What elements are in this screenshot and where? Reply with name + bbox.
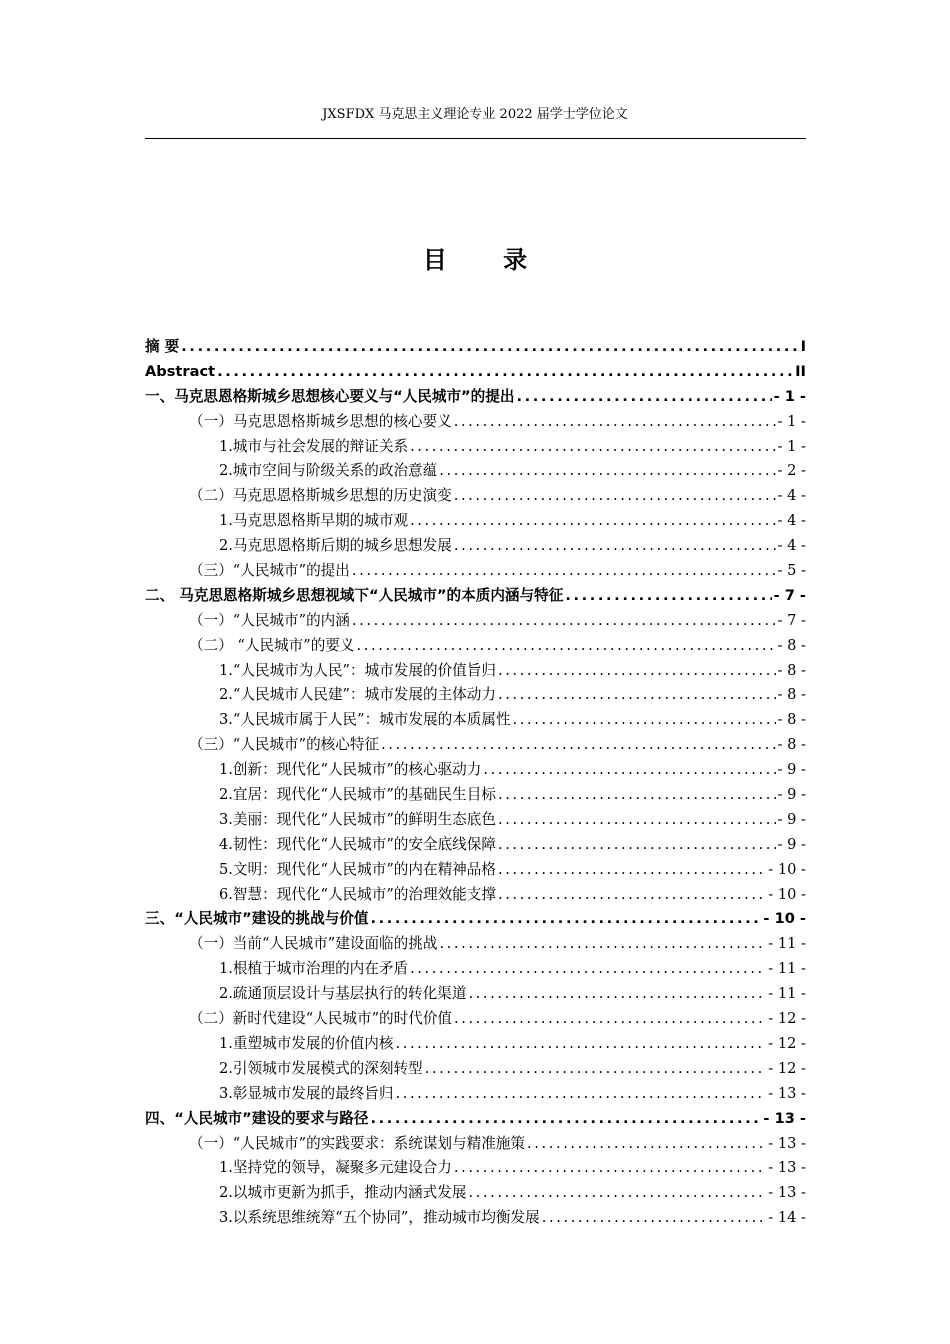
- toc-entry[interactable]: [145, 708, 806, 733]
- toc-entry[interactable]: [145, 932, 806, 957]
- toc-dot-leader: [498, 683, 776, 708]
- toc-entry[interactable]: [145, 957, 806, 982]
- table-of-contents: [145, 335, 806, 1231]
- toc-entry-title: 1.根植于城市治理的内在矛盾: [219, 960, 409, 978]
- toc-entry[interactable]: [145, 1107, 806, 1132]
- toc-entry-page: - 10 -: [768, 860, 806, 878]
- toc-entry-page: - 4 -: [777, 512, 806, 530]
- toc-entry-page: - 11 -: [768, 985, 806, 1003]
- toc-entry-title: 2.引领城市发展模式的深刻转型: [219, 1059, 423, 1077]
- toc-entry[interactable]: [145, 1156, 806, 1181]
- toc-entry[interactable]: [145, 1082, 806, 1107]
- toc-entry-title: 2.宜居：现代化“人民城市”的基础民生目标: [219, 786, 496, 804]
- toc-entry[interactable]: [145, 484, 806, 509]
- toc-entry-page: - 1 -: [773, 387, 806, 405]
- toc-entry-title: （一）当前“人民城市”建设面临的挑战: [189, 935, 438, 953]
- toc-entry-title: 2.以城市更新为抓手，推动内涵式发展: [219, 1184, 467, 1202]
- toc-entry-title: Abstract: [145, 362, 216, 380]
- toc-entry-page: - 9 -: [777, 835, 806, 853]
- toc-entry[interactable]: [145, 1206, 806, 1231]
- toc-entry-page: - 13 -: [768, 1084, 806, 1102]
- toc-dot-leader: [454, 534, 776, 559]
- toc-entry[interactable]: [145, 833, 806, 858]
- toc-entry[interactable]: [145, 459, 806, 484]
- toc-entry-page: - 9 -: [777, 786, 806, 804]
- page-title: 目 录: [422, 246, 552, 274]
- toc-entry[interactable]: [145, 1057, 806, 1082]
- toc-entry[interactable]: [145, 559, 806, 584]
- toc-entry-page: - 10 -: [763, 910, 806, 928]
- toc-entry-title: 1.“人民城市为人民”：城市发展的价值旨归: [219, 661, 496, 679]
- toc-entry-title: 1.马克思恩格斯早期的城市观: [219, 512, 409, 530]
- toc-entry[interactable]: [145, 335, 806, 360]
- toc-dot-leader: [498, 659, 776, 684]
- toc-entry-title: 三、“人民城市”建设的挑战与价值: [145, 910, 369, 928]
- toc-entry-title: （三）“人民城市”的提出: [189, 562, 350, 580]
- toc-dot-leader: [410, 509, 776, 534]
- toc-entry-title: 1.坚持党的领导，凝聚多元建设合力: [219, 1159, 452, 1177]
- toc-entry-title: 二、 马克思恩格斯城乡思想视域下“人民城市”的本质内涵与特征: [145, 586, 564, 604]
- toc-entry-page: - 5 -: [777, 562, 806, 580]
- toc-entry-title: 四、“人民城市”建设的要求与路径: [145, 1109, 369, 1127]
- toc-entry[interactable]: [145, 982, 806, 1007]
- toc-entry-title: 1.创新：现代化“人民城市”的核心驱动力: [219, 761, 482, 779]
- toc-entry-title: （一）马克思恩格斯城乡思想的核心要义: [189, 412, 452, 430]
- toc-dot-leader: [483, 758, 775, 783]
- toc-dot-leader: [439, 932, 766, 957]
- toc-entry[interactable]: [145, 634, 806, 659]
- toc-entry-page: - 2 -: [777, 462, 806, 480]
- toc-entry-page: - 8 -: [777, 686, 806, 704]
- toc-entry[interactable]: [145, 1181, 806, 1206]
- toc-dot-leader: [498, 858, 766, 883]
- toc-entry-title: 2.“人民城市人民建”：城市发展的主体动力: [219, 686, 496, 704]
- toc-entry-page: - 12 -: [768, 1059, 806, 1077]
- toc-entry-page: - 12 -: [768, 1034, 806, 1052]
- toc-entry-title: （二） “人民城市”的要义: [189, 636, 355, 654]
- toc-entry-title: 2.城市空间与阶级关系的政治意蕴: [219, 462, 438, 480]
- toc-entry-page: - 13 -: [768, 1134, 806, 1152]
- toc-dot-leader: [498, 783, 776, 808]
- toc-dot-leader: [395, 1032, 766, 1057]
- toc-dot-leader: [357, 634, 776, 659]
- toc-entry-title: 2.马克思恩格斯后期的城乡思想发展: [219, 537, 452, 555]
- toc-dot-leader: [454, 1007, 766, 1032]
- toc-dot-leader: [381, 733, 776, 758]
- toc-dot-leader: [454, 1156, 766, 1181]
- running-header: JXSFDX 马克思主义理论专业 2022 届学士学位论文: [322, 107, 628, 122]
- toc-entry[interactable]: [145, 883, 806, 908]
- toc-entry-page: - 13 -: [768, 1159, 806, 1177]
- toc-entry-page: - 11 -: [768, 935, 806, 953]
- toc-entry-page: II: [795, 362, 806, 380]
- toc-dot-leader: [454, 410, 776, 435]
- toc-entry[interactable]: [145, 683, 806, 708]
- toc-dot-leader: [371, 907, 762, 932]
- toc-entry[interactable]: [145, 385, 806, 410]
- toc-entry-title: 4.韧性：现代化“人民城市”的安全底线保障: [219, 835, 496, 853]
- toc-entry-title: 3.美丽：现代化“人民城市”的鲜明生态底色: [219, 810, 496, 828]
- toc-entry-title: 6.智慧：现代化“人民城市”的治理效能支撑: [219, 885, 496, 903]
- toc-entry-page: - 8 -: [777, 661, 806, 679]
- toc-entry[interactable]: [145, 907, 806, 932]
- toc-entry[interactable]: [145, 534, 806, 559]
- toc-dot-leader: [516, 385, 771, 410]
- toc-entry[interactable]: [145, 584, 806, 609]
- toc-entry-title: 一、马克思恩格斯城乡思想核心要义与“人民城市”的提出: [145, 387, 515, 405]
- toc-entry[interactable]: [145, 410, 806, 435]
- toc-dot-leader: [410, 435, 776, 460]
- toc-entry-page: - 11 -: [768, 960, 806, 978]
- toc-entry-page: - 8 -: [777, 636, 806, 654]
- toc-entry[interactable]: [145, 858, 806, 883]
- toc-entry-page: - 8 -: [777, 736, 806, 754]
- toc-entry[interactable]: [145, 808, 806, 833]
- toc-dot-leader: [468, 982, 766, 1007]
- toc-dot-leader: [513, 708, 776, 733]
- toc-dot-leader: [410, 957, 766, 982]
- toc-entry[interactable]: [145, 783, 806, 808]
- toc-dot-leader: [352, 559, 776, 584]
- toc-entry-title: 2.疏通顶层设计与基层执行的转化渠道: [219, 985, 467, 1003]
- toc-entry-page: - 7 -: [773, 586, 806, 604]
- toc-entry-page: - 12 -: [768, 1010, 806, 1028]
- toc-dot-leader: [439, 459, 775, 484]
- toc-dot-leader: [542, 1206, 767, 1231]
- toc-entry[interactable]: [145, 509, 806, 534]
- toc-dot-leader: [498, 883, 766, 908]
- toc-entry-page: - 10 -: [768, 885, 806, 903]
- toc-dot-leader: [217, 360, 793, 385]
- toc-entry-page: - 4 -: [777, 537, 806, 555]
- toc-entry[interactable]: [145, 435, 806, 460]
- toc-entry-page: - 13 -: [768, 1184, 806, 1202]
- toc-entry[interactable]: [145, 360, 806, 385]
- toc-entry[interactable]: [145, 1007, 806, 1032]
- toc-dot-leader: [527, 1132, 766, 1157]
- toc-entry-page: - 9 -: [777, 810, 806, 828]
- toc-entry[interactable]: [145, 609, 806, 634]
- toc-entry[interactable]: [145, 1132, 806, 1157]
- toc-dot-leader: [425, 1057, 767, 1082]
- toc-entry-title: （二）新时代建设“人民城市”的时代价值: [189, 1010, 453, 1028]
- toc-entry-page: - 9 -: [777, 761, 806, 779]
- toc-entry-page: I: [800, 338, 806, 355]
- toc-dot-leader: [498, 833, 776, 858]
- toc-entry-title: 3.“人民城市属于人民”：城市发展的本质属性: [219, 711, 511, 729]
- toc-entry[interactable]: [145, 733, 806, 758]
- toc-entry-page: - 8 -: [777, 711, 806, 729]
- toc-entry[interactable]: [145, 659, 806, 684]
- toc-entry-title: 1.城市与社会发展的辩证关系: [219, 437, 409, 455]
- toc-entry-title: （一）“人民城市”的实践要求：系统谋划与精准施策: [189, 1134, 525, 1152]
- toc-entry-page: - 1 -: [777, 412, 806, 430]
- toc-entry-title: 5.文明：现代化“人民城市”的内在精神品格: [219, 860, 496, 878]
- toc-dot-leader: [395, 1082, 766, 1107]
- toc-entry-page: - 13 -: [763, 1109, 806, 1127]
- toc-dot-leader: [371, 1107, 762, 1132]
- toc-dot-leader: [468, 1181, 766, 1206]
- toc-entry-title: 3.彰显城市发展的最终旨归: [219, 1084, 394, 1102]
- toc-entry-page: - 14 -: [768, 1209, 806, 1227]
- toc-entry-title: 摘 要: [145, 338, 180, 355]
- toc-entry-page: - 1 -: [777, 437, 806, 455]
- toc-entry-page: - 7 -: [777, 611, 806, 629]
- toc-dot-leader: [454, 484, 776, 509]
- toc-entry-title: 3.以系统思维统筹“五个协同”，推动城市均衡发展: [219, 1209, 540, 1227]
- toc-dot-leader: [498, 808, 776, 833]
- header-divider: [145, 138, 806, 139]
- toc-dot-leader: [352, 609, 776, 634]
- toc-entry-title: （二）马克思恩格斯城乡思想的历史演变: [189, 487, 452, 505]
- toc-entry-title: 1.重塑城市发展的价值内核: [219, 1034, 394, 1052]
- toc-entry-page: - 4 -: [777, 487, 806, 505]
- toc-entry[interactable]: [145, 758, 806, 783]
- toc-dot-leader: [565, 584, 771, 609]
- toc-entry[interactable]: [145, 1032, 806, 1057]
- toc-dot-leader: [181, 335, 798, 360]
- toc-entry-title: （一）“人民城市”的内涵: [189, 611, 350, 629]
- toc-entry-title: （三）“人民城市”的核心特征: [189, 736, 380, 754]
